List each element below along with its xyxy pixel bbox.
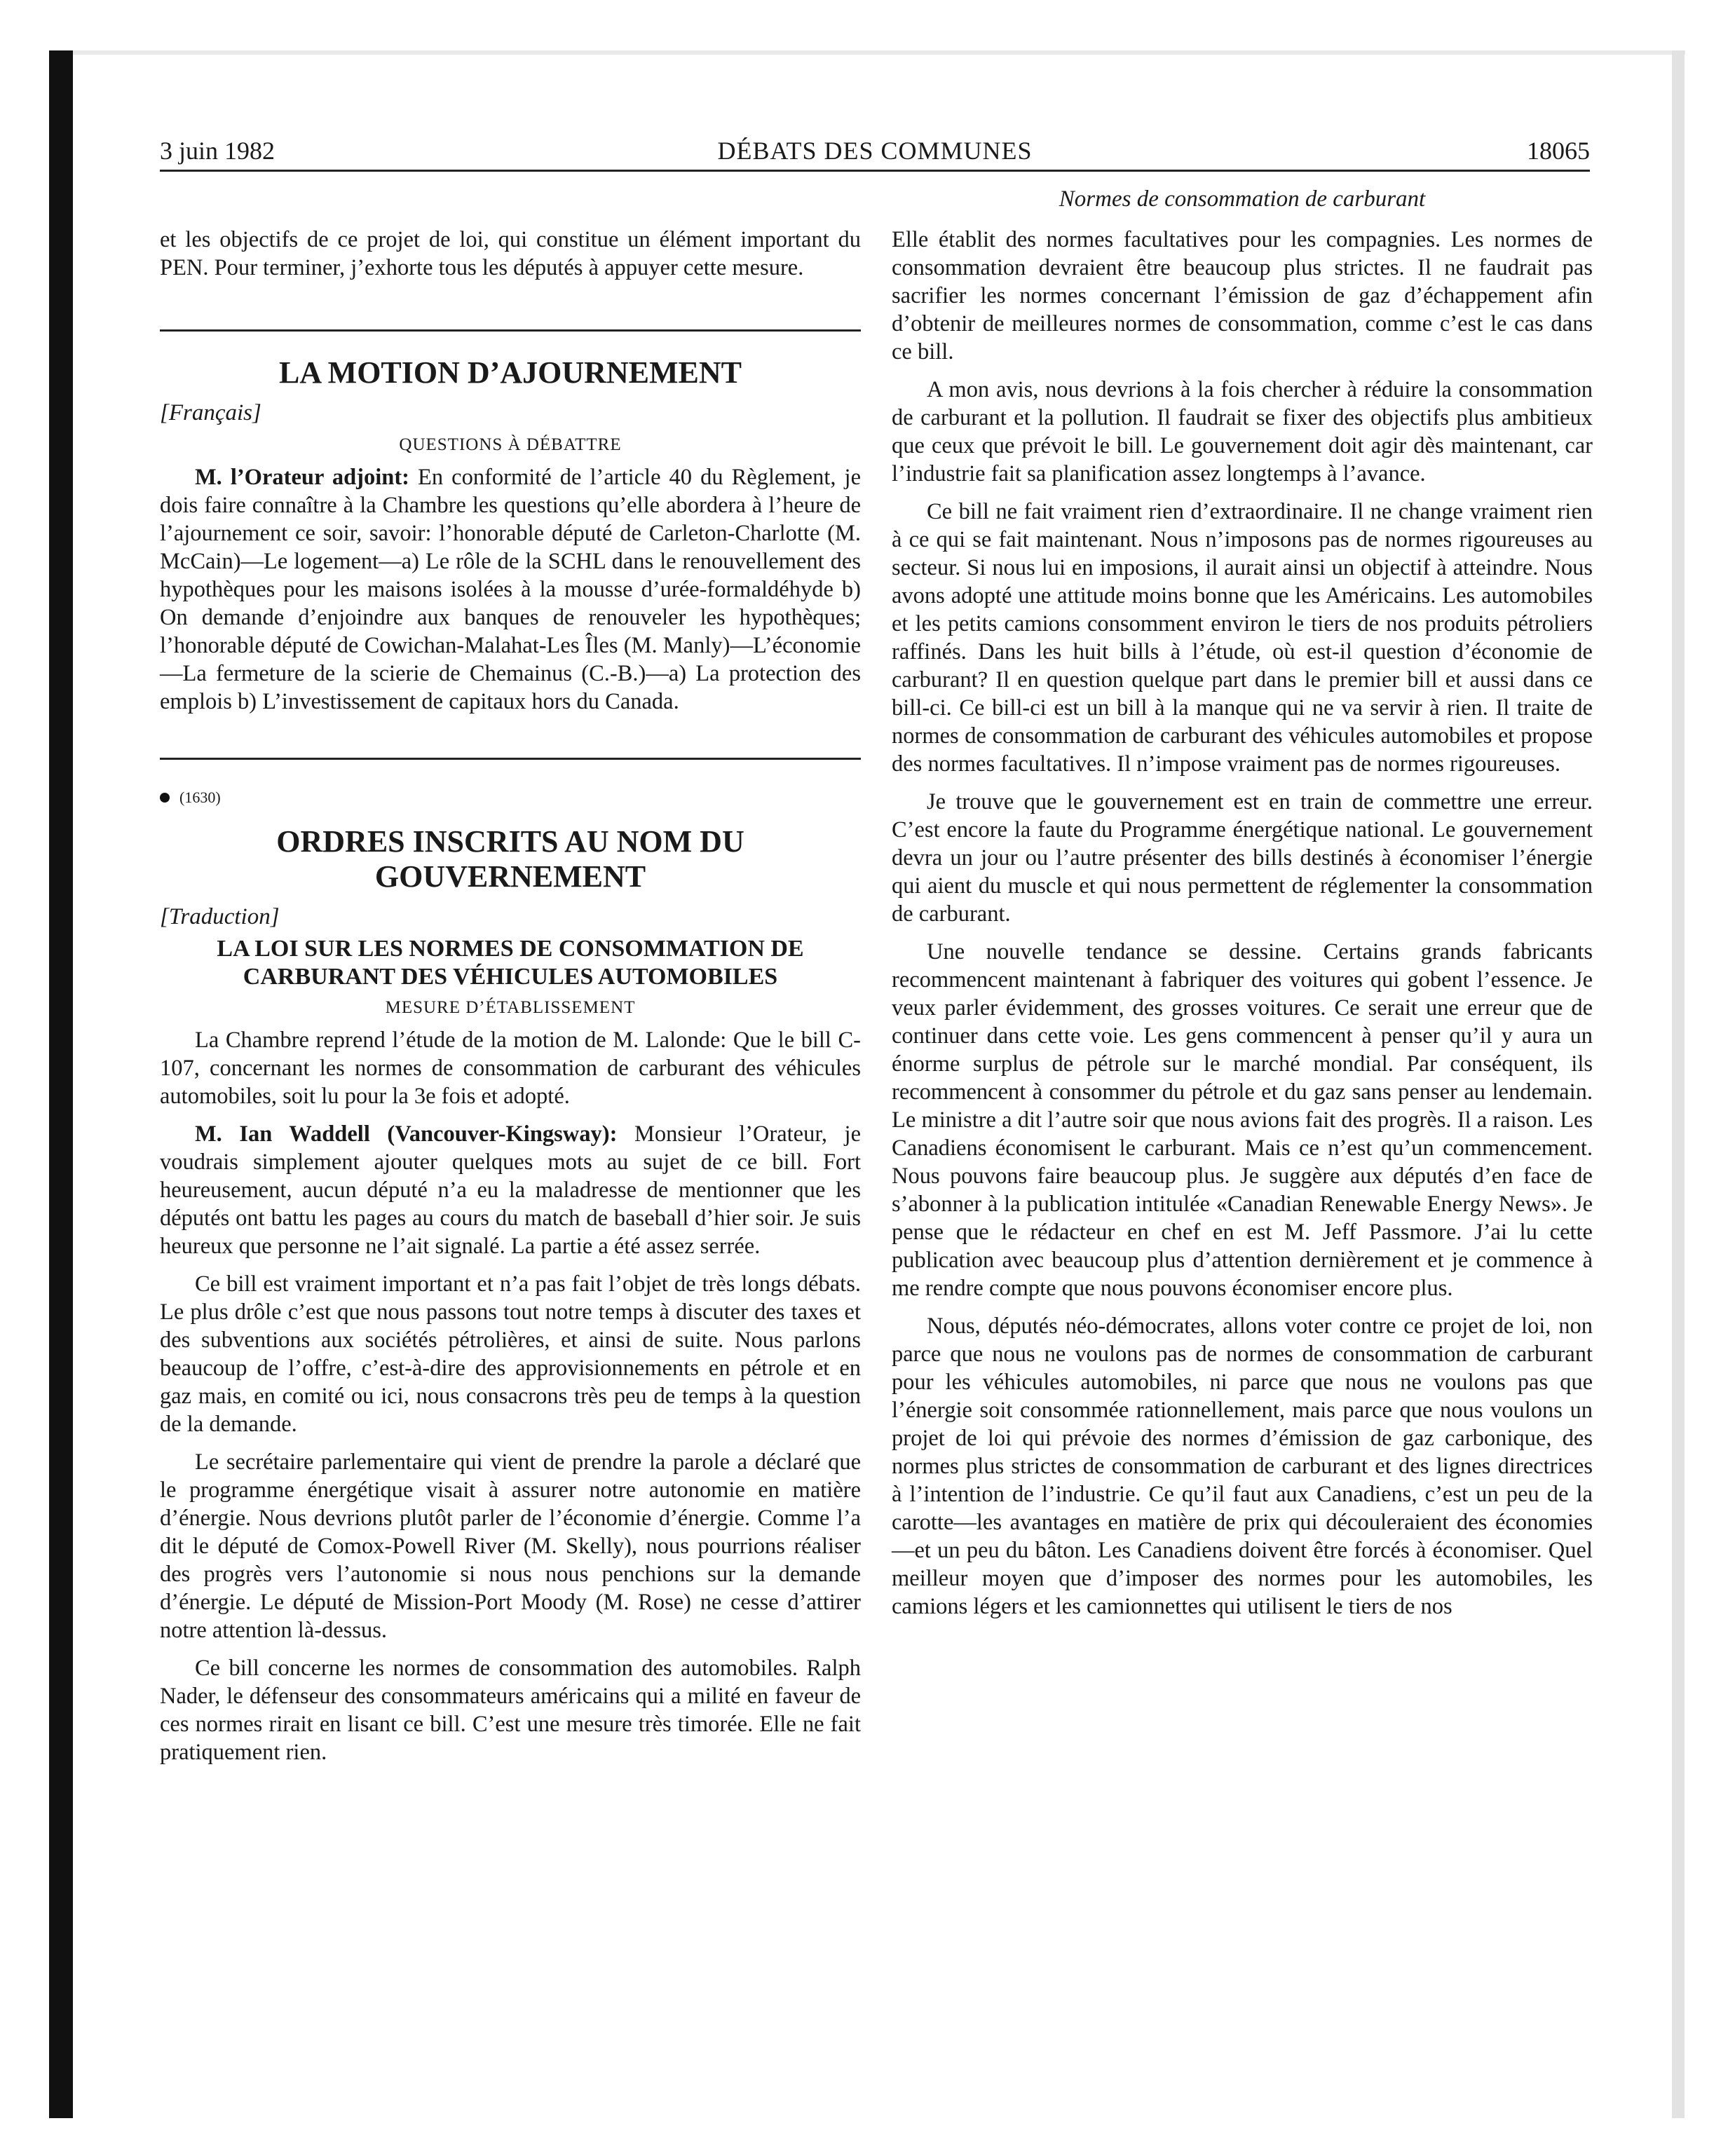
paragraph: Ce bill est vraiment important et n’a pas fait l’objet de très longs débats. Le plus drôle c’est que nous passons tout notre temps à discuter des taxes et des subventions aux sociétés pétrolières, et ainsi de suite. Nous parlons beaucoup de l’offre, c’est-à-dire des approvisionnements en pétrole et en gaz mais, en comité ou ici, nous consacrons très peu de temps à la question de la demande. xyxy=(160,1271,861,1437)
paragraph: et les objectifs de ce projet de loi, qui constitue un élément important du PEN. Pour terminer, j’exhorte tous les députés à appuyer cette mesure. xyxy=(160,227,861,280)
paragraph: Le secrétaire parlementaire qui vient de prendre la parole a déclaré que le programme énergétique visait à assurer notre autonomie en matière d’énergie. Nous devrions plutôt parler de l’économie d’énergie. Comme l’a dit le député de Comox-Powell River (M. Skelly), nous pourrions réaliser des progrès vers l’autonomie si nous nous penchions sur la demande d’énergie. Le député de Mission-Port Moody (M. Rose) ne cesse d’attirer notre attention là-dessus. xyxy=(160,1449,861,1643)
speech-text: Monsieur l’Orateur, je voudrais simplement ajouter quelques mots au sujet de ce bill. Fort heureusement, aucun député n’a eu la maladresse de mentionner que les députés ont battu les pages au cours du match de baseball d’hier soir. Je suis heureux que personne ne l’ait signalé. La partie a été assez serrée. xyxy=(160,1121,862,1259)
section-divider xyxy=(160,329,861,332)
language-marker: [Traduction] xyxy=(160,904,280,929)
header-title: DÉBATS DES COMMUNES xyxy=(717,137,1033,165)
speech-text: En conformité de l’article 40 du Règlement, je dois faire connaître à la Chambre les questions qu’elle abordera à l’heure de l’ajournement ce soir, savoir: l’honorable député de Carleton-Charlotte (M. McCain)—Le logement—a) Le rôle de la SCHL dans le renouvellement des hypothèques pour les maisons isolées à la mousse d’urée-formaldéhyde b) On demande d’enjoindre aux banques de renouveler les hypothèques; l’honorable député de Cowichan-Malahat-Les Îles (M. Manly)—L’économie—La fermeture de la scierie de Chemainus (C.-B.)—a) La protection des emplois b) L’investissement de capitaux hors du Canada. xyxy=(160,465,861,714)
speaker-name: M. Ian Waddell (Vancouver-Kingsway): xyxy=(195,1121,618,1147)
subheading: MESURE D’ÉTABLISSEMENT xyxy=(385,998,636,1017)
paragraph: La Chambre reprend l’étude de la motion de M. Lalonde: Que le bill C-107, concernant les normes de consommation de carburant des véhicules automobiles, soit lu pour la 3e fois et adopté. xyxy=(160,1028,861,1109)
bullet-icon xyxy=(160,793,170,803)
paragraph xyxy=(160,463,861,716)
paragraph: Une nouvelle tendance se dessine. Certains grands fabricants recommencent maintenant à fabriquer des voitures qui gobent l’essence. Je veux parler évidemment, des grosses voitures. Ce serait une erreur que de continuer dans cette voie. Les gens commencent à penser qu’il y aura un énorme surplus de pétrole sur le marché mondial. Par conséquent, ils recommencent à consommer du pétrole et du gaz sans penser au lendemain. Le ministre a dit l’autre soir que nous avions fait des progrès. Il a raison. Les Canadiens économisent le carburant. Mais ce n’est qu’un commencement. Nous pouvons faire beaucoup plus. Je suggère aux députés d’en face de s’abonner à la publication intitulée «Canadian Renewable Energy News». Je pense que le rédacteur en chef en est M. Jeff Passmore. J’ai lu cette publication avec beaucoup plus d’attention dernièrement et je commence à me rendre compte que nous pouvons économiser encore plus. xyxy=(892,939,1593,1301)
scan-edge-left xyxy=(49,50,73,2118)
paragraph: Nous, députés néo-démocrates, allons voter contre ce projet de loi, non parce que nous ne voulons pas de normes de consommation de carburant pour les véhicules automobiles, ni parce que nous ne voulons pas que l’énergie soit consommée rationnellement, mais parce que nous voulons un projet de loi qui prévoie des normes d’émission de gaz carbonique, des normes plus strictes de consommation de carburant et des lignes directrices à l’intention de l’industrie. Ce qu’il faut aux Canadiens, c’est un peu de la carotte—les avantages en matière de prix qui découleraient des économies—et un peu du bâton. Les Canadiens doivent être forcés à économiser. Quel meilleur moyen que d’imposer des normes pour les automobiles, les camions légers et les camionnettes qui utilisent le tiers de nos xyxy=(892,1314,1593,1619)
scan-edge-right xyxy=(1672,50,1685,2118)
paragraph: Ce bill ne fait vraiment rien d’extraordinaire. Il ne change vraiment rien à ce qui se fait maintenant. Nous n’imposons pas de normes rigoureuses au secteur. Si nous lui en imposions, il aurait ainsi un objectif à atteindre. Nous avons adopté une attitude moins bonne que les Américains. Les automobiles et les petits camions consomment environ le tiers de nos produits pétroliers raffinés. Dans les huit bills à l’étude, où est-il question d’économie de carburant? Il en question quelque part dans le premier bill et aussi dans ce bill-ci. Ce bill-ci est un bill à la manque qui ne va servir à rien. Il traite de normes de consommation de carburant des véhicules automobiles et propose des normes facultatives. Il n’impose vraiment pas de normes rigoureuses. xyxy=(892,499,1593,777)
header-page-number: 18065 xyxy=(1527,137,1590,165)
section-heading: ORDRES INSCRITS AU NOM DU GOUVERNEMENT xyxy=(276,824,744,894)
time-marker xyxy=(160,784,861,812)
scan-edge-top xyxy=(73,50,1685,55)
paragraph: Je trouve que le gouvernement est en train de commettre une erreur. C’est encore la faute du Programme énergétique national. Le gouvernement devra un jour ou l’autre présenter des bills destinés à économiser l’énergie qui aient du muscle et qui nous permettent de réglementer la consommation de carburant. xyxy=(892,789,1593,927)
paragraph: Elle établit des normes facultatives pour les compagnies. Les normes de consommation devraient être beaucoup plus strictes. Il ne faudrait pas sacrifier les normes concernant l’émission de gaz d’échappement afin d’obtenir de meilleures normes de consommation, comme c’est le cas dans ce bill. xyxy=(892,227,1593,364)
subheading: QUESTIONS À DÉBATTRE xyxy=(399,435,622,454)
header-date: 3 juin 1982 xyxy=(160,137,275,165)
right-column xyxy=(892,226,1593,1630)
paragraph xyxy=(160,1120,861,1260)
paragraph: Ce bill concerne les normes de consommation des automobiles. Ralph Nader, le défenseur des consommateurs américains qui a milité en faveur de ces normes rirait en lisant ce bill. C’est une mesure très timorée. Elle ne fait pratiquement rien. xyxy=(160,1656,861,1765)
section-heading: LA MOTION D’AJOURNEMENT xyxy=(278,355,742,390)
bill-title: LA LOI SUR LES NORMES DE CONSOMMATION DE CARBURANT DES VÉHICULES AUTOMOBILES xyxy=(217,936,804,990)
running-head: Normes de consommation de carburant xyxy=(1059,186,1426,212)
section-divider xyxy=(160,758,861,760)
document-page xyxy=(160,133,1593,2103)
left-column xyxy=(160,226,861,1776)
language-marker: [Français] xyxy=(160,400,261,425)
page-header xyxy=(160,133,1590,167)
time-stamp: (1630) xyxy=(179,789,221,806)
paragraph: A mon avis, nous devrions à la fois chercher à réduire la consommation de carburant et la pollution. Il faudrait se fixer des objectifs plus ambitieux que ceux que prévoit le bill. Le gouvernement doit agir dès maintenant, car l’industrie fait sa planification assez longtemps à l’avance. xyxy=(892,377,1593,486)
speaker-name: M. l’Orateur adjoint: xyxy=(195,465,409,490)
header-rule xyxy=(160,170,1590,172)
